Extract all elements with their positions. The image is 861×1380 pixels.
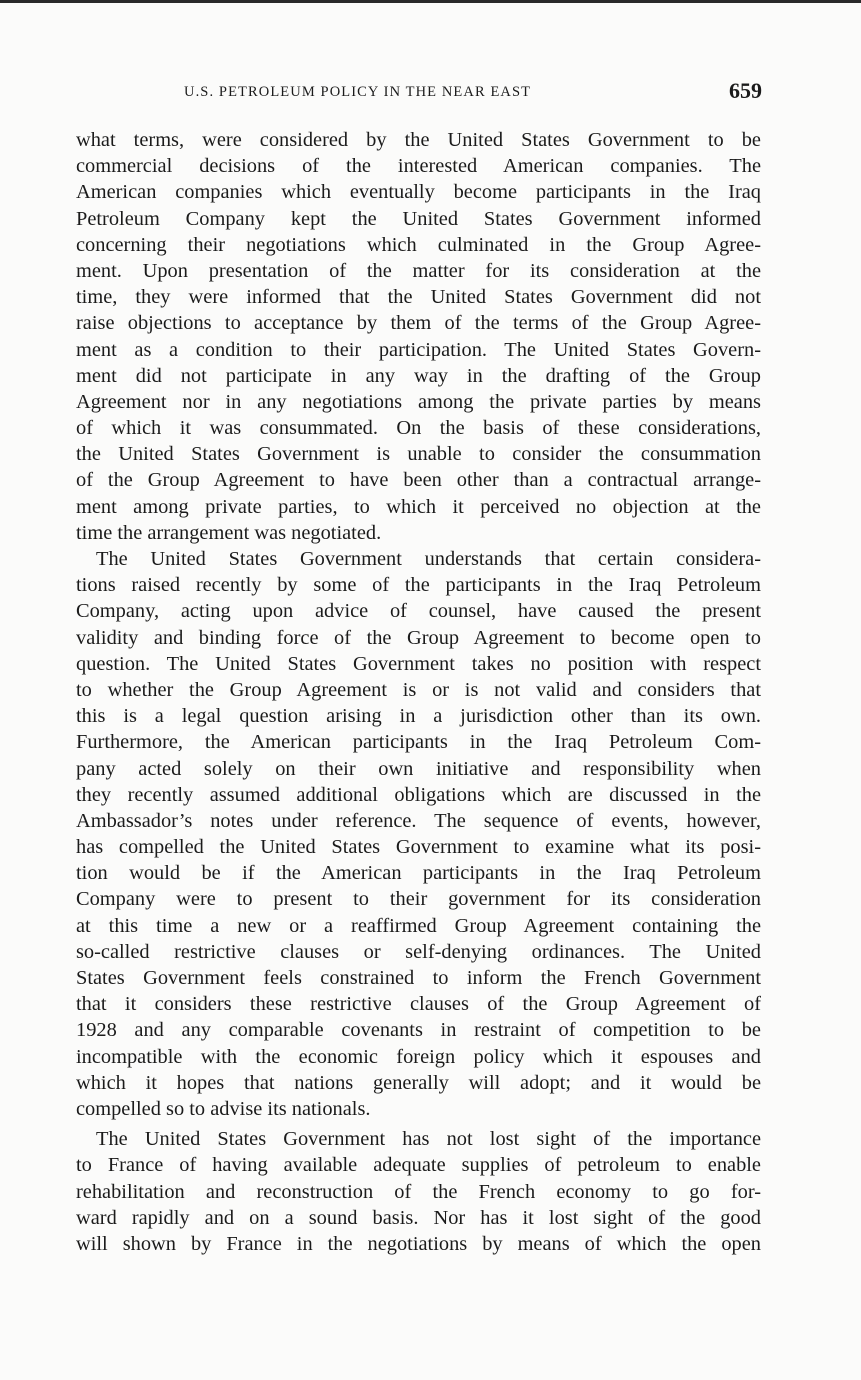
page-number: 659	[729, 78, 762, 103]
text-line: pany acted solely on their own initiative and responsibility when	[76, 757, 761, 780]
page-top-edge	[0, 0, 861, 3]
text-line: ment among private parties, to which it perceived no objection at the	[76, 495, 761, 518]
text-line: Petroleum Company kept the United States Government informed	[76, 207, 761, 230]
running-title: U.S. PETROLEUM POLICY IN THE NEAR EAST	[184, 84, 532, 100]
text-line: ment as a condition to their participation. The United States Govern-	[76, 338, 761, 361]
text-line: compelled so to advise its nationals.	[76, 1097, 371, 1120]
text-line: concerning their negotiations which culminated in the Group Agree-	[76, 233, 761, 256]
text-line: Company, acting upon advice of counsel, have caused the present	[76, 600, 761, 623]
text-line: ment did not participate in any way in the drafting of the Group	[76, 364, 761, 387]
text-line: American companies which eventually become participants in the Iraq	[76, 181, 761, 204]
text-line: they recently assumed additional obligations which are discussed in the	[76, 783, 761, 806]
text-line: commercial decisions of the interested American companies. The	[76, 155, 761, 178]
text-line: time, they were informed that the United States Government did not	[76, 286, 761, 309]
text-line: of which it was consummated. On the basis of these considerations,	[76, 417, 761, 440]
text-line: The United States Government has not lost sight of the importance	[96, 1128, 761, 1151]
text-line: to whether the Group Agreement is or is not valid and considers that	[76, 678, 761, 701]
text-line: time the arrangement was negotiated.	[76, 521, 382, 544]
text-line: what terms, were considered by the United States Government to be	[76, 129, 761, 151]
text-line: has compelled the United States Government to examine what its posi-	[76, 836, 761, 859]
text-line: this is a legal question arising in a jurisdiction other than its own.	[76, 705, 761, 728]
paragraph-3	[76, 1126, 761, 1257]
text-line: the United States Government is unable to consider the consummation	[76, 443, 761, 466]
text-line: incompatible with the economic foreign policy which it espouses and	[76, 1045, 761, 1068]
text-line: Company were to present to their government for its consideration	[76, 888, 761, 911]
text-line: tion would be if the American participants in the Iraq Petroleum	[76, 862, 761, 885]
text-line: to France of having available adequate supplies of petroleum to enable	[76, 1154, 761, 1177]
body-text	[76, 127, 761, 1257]
text-line: Ambassador’s notes under reference. The sequence of events, however,	[76, 809, 761, 832]
text-line: validity and binding force of the Group Agreement to become open to	[76, 626, 761, 649]
text-line: rehabilitation and reconstruction of the French economy to go for-	[76, 1180, 761, 1203]
text-line: question. The United States Government takes no position with respect	[76, 652, 761, 675]
text-line: tions raised recently by some of the participants in the Iraq Petroleum	[76, 574, 761, 597]
text-line: Furthermore, the American participants in the Iraq Petroleum Com-	[76, 731, 761, 754]
text-line: that it considers these restrictive clauses of the Group Agreement of	[76, 993, 761, 1016]
text-line: raise objections to acceptance by them of the terms of the Group Agree-	[76, 312, 761, 335]
text-line: will shown by France in the negotiations by means of which the open	[76, 1232, 761, 1255]
text-line: of the Group Agreement to have been other than a contractual arrange-	[76, 469, 761, 492]
text-line: at this time a new or a reaffirmed Group Agreement containing the	[76, 914, 761, 937]
running-head	[76, 78, 762, 108]
paragraph-2	[76, 546, 761, 1122]
text-line: 1928 and any comparable covenants in restraint of competition to be	[76, 1019, 761, 1042]
text-line: States Government feels constrained to inform the French Government	[76, 967, 761, 989]
text-line: which it hopes that nations generally will adopt; and it would be	[76, 1071, 761, 1094]
text-line: Agreement nor in any negotiations among the private parties by means	[76, 390, 761, 413]
text-line: The United States Government understands that certain considera-	[96, 548, 761, 570]
text-line: ward rapidly and on a sound basis. Nor has it lost sight of the good	[76, 1206, 761, 1229]
text-line: ment. Upon presentation of the matter for its consideration at the	[76, 259, 761, 282]
paragraph-1	[76, 127, 761, 546]
text-line: so-called restrictive clauses or self-denying ordinances. The United	[76, 940, 761, 963]
